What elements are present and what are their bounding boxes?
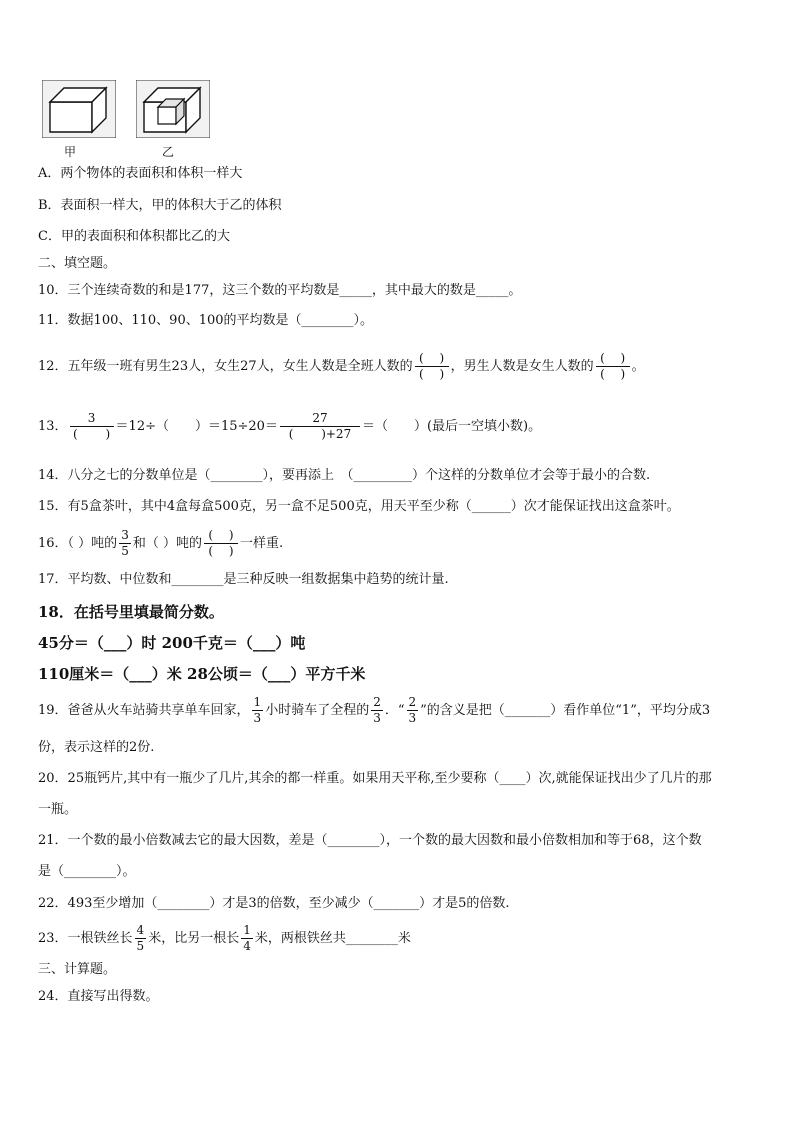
q19-fraction-2 (371, 695, 383, 726)
question-21-cont: 是（________）。 (38, 864, 136, 879)
q16-f2-den: ( ) (208, 544, 234, 558)
figure-yi-label: 乙 (162, 145, 175, 159)
q23-f1-num: 4 (136, 923, 145, 937)
question-12 (38, 348, 645, 386)
option-c: C．甲的表面积和体积都比乙的大 (38, 229, 230, 244)
question-13 (38, 406, 541, 448)
question-24: 24．直接写出得数。 (38, 989, 159, 1004)
q23-f2-den: 4 (243, 939, 251, 953)
q23-fraction-1 (135, 923, 147, 954)
option-b: B．表面积一样大，甲的体积大于乙的体积 (38, 198, 282, 213)
q23-text-a: 23．一根铁丝长 (38, 931, 133, 946)
q19-f2-den: 3 (373, 711, 381, 725)
q12-f1-num: ( ) (419, 351, 445, 365)
q13-mid: ＝12÷（ ）＝15÷20＝ (115, 419, 278, 434)
q16-text-a: 16．（ ）吨的 (38, 536, 118, 551)
question-15: 15．有5盒茶叶，其中4盒每盒500克，另一盒不足500克，用天平至少称（______）次才能保证找出这盒茶叶。 (38, 499, 680, 514)
q12-text-b: ，男生人数是女生人数的 (450, 359, 594, 374)
q23-f2-num: 1 (243, 923, 251, 937)
figure-yi (136, 80, 210, 138)
q13-f2-num: 27 (312, 411, 328, 425)
question-23 (38, 921, 411, 957)
q12-f2-num: ( ) (600, 351, 626, 365)
q23-text-b: 米，比另一根长 (148, 931, 240, 946)
question-16 (38, 526, 283, 562)
q16-f2-num: ( ) (208, 528, 234, 542)
q19-f2-num: 2 (373, 695, 381, 709)
figure-jia (42, 80, 116, 138)
question-20: 20．25瓶钙片,其中有一瓶少了几片,其余的都一样重。如果用天平称,至少要称（____）次,就能保证找出少了几片的那 (38, 771, 712, 786)
q19-text-d: ”的含义是把（_______）看作单位“1”，平均分成3 (420, 703, 711, 718)
q19-fraction-3 (407, 695, 419, 726)
q19-f1-den: 3 (253, 711, 262, 725)
q16-fraction-1 (119, 528, 131, 559)
question-10: 10．三个连续奇数的和是177，这三个数的平均数是_____，其中最大的数是_____。 (38, 283, 522, 298)
q16-text-c: 一样重. (239, 536, 284, 551)
q16-f1-den: 5 (121, 544, 129, 558)
question-21: 21．一个数的最小倍数减去它的最大因数，差是（________），一个数的最大因数和最小倍数相加和等于68，这个数 (38, 833, 702, 848)
q13-prefix: 13． (38, 419, 68, 434)
question-18-row-2: 110厘米＝（___）米 28公顷＝（___）平方千米 (38, 665, 366, 683)
q19-text-b: 小时骑车了全程的 (265, 703, 370, 718)
q19-text-a: 19．爸爸从火车站骑共享单车回家， (38, 703, 250, 718)
question-18-row-1: 45分＝（___）时 200千克＝（___）吨 (38, 634, 306, 652)
q19-fraction-1 (252, 695, 264, 726)
q19-f1-num: 1 (253, 695, 262, 709)
q13-fraction-1 (70, 411, 114, 442)
q19-f3-num: 2 (408, 695, 417, 709)
q23-f1-den: 5 (136, 939, 145, 953)
option-a: A．两个物体的表面积和体积一样大 (38, 166, 243, 181)
q16-fraction-2 (204, 528, 238, 559)
question-11: 11．数据100、110、90、100的平均数是（________）。 (38, 313, 374, 328)
q23-fraction-2 (241, 923, 253, 954)
question-17: 17．平均数、中位数和________是三种反映一组数据集中趋势的统计量. (38, 572, 449, 587)
q12-text-c: 。 (631, 359, 645, 374)
q13-f1-den: ( ) (72, 427, 111, 441)
section-calculation: 三、计算题。 (38, 962, 117, 977)
q13-f2-den: ( )+27 (288, 427, 352, 441)
question-19 (38, 692, 710, 730)
q19-text-c: ．“ (384, 703, 405, 718)
q13-f1-num: 3 (87, 411, 96, 425)
q12-f2-den: ( ) (600, 367, 626, 381)
q12-fraction-1 (415, 351, 449, 382)
q13-fraction-2 (280, 411, 360, 442)
question-19-cont: 份，表示这样的2份. (38, 740, 155, 755)
question-14: 14．八分之七的分数单位是（________），要再添上 （_________）个这样的分数单位才会等于最小的合数. (38, 468, 651, 483)
q16-f1-num: 3 (121, 528, 129, 542)
q16-text-b: 和（ ）吨的 (132, 536, 202, 551)
section-fill-blank: 二、填空题。 (38, 256, 117, 271)
question-22: 22．493至少增加（________）才是3的倍数，至少减少（_______）才是5的倍数. (38, 896, 510, 911)
q23-text-c: 米，两根铁丝共________米 (254, 931, 411, 946)
q12-text-a: 12．五年级一班有男生23人，女生27人，女生人数是全班人数的 (38, 359, 413, 374)
q12-f1-den: ( ) (419, 367, 445, 381)
q19-f3-den: 3 (408, 711, 417, 725)
question-20-cont: 一瓶。 (38, 802, 78, 817)
q13-suffix: ＝（ ）(最后一空填小数)。 (361, 419, 542, 434)
q12-fraction-2 (596, 351, 630, 382)
figure-jia-label: 甲 (64, 145, 77, 159)
question-18-title: 18．在括号里填最简分数。 (38, 603, 224, 621)
